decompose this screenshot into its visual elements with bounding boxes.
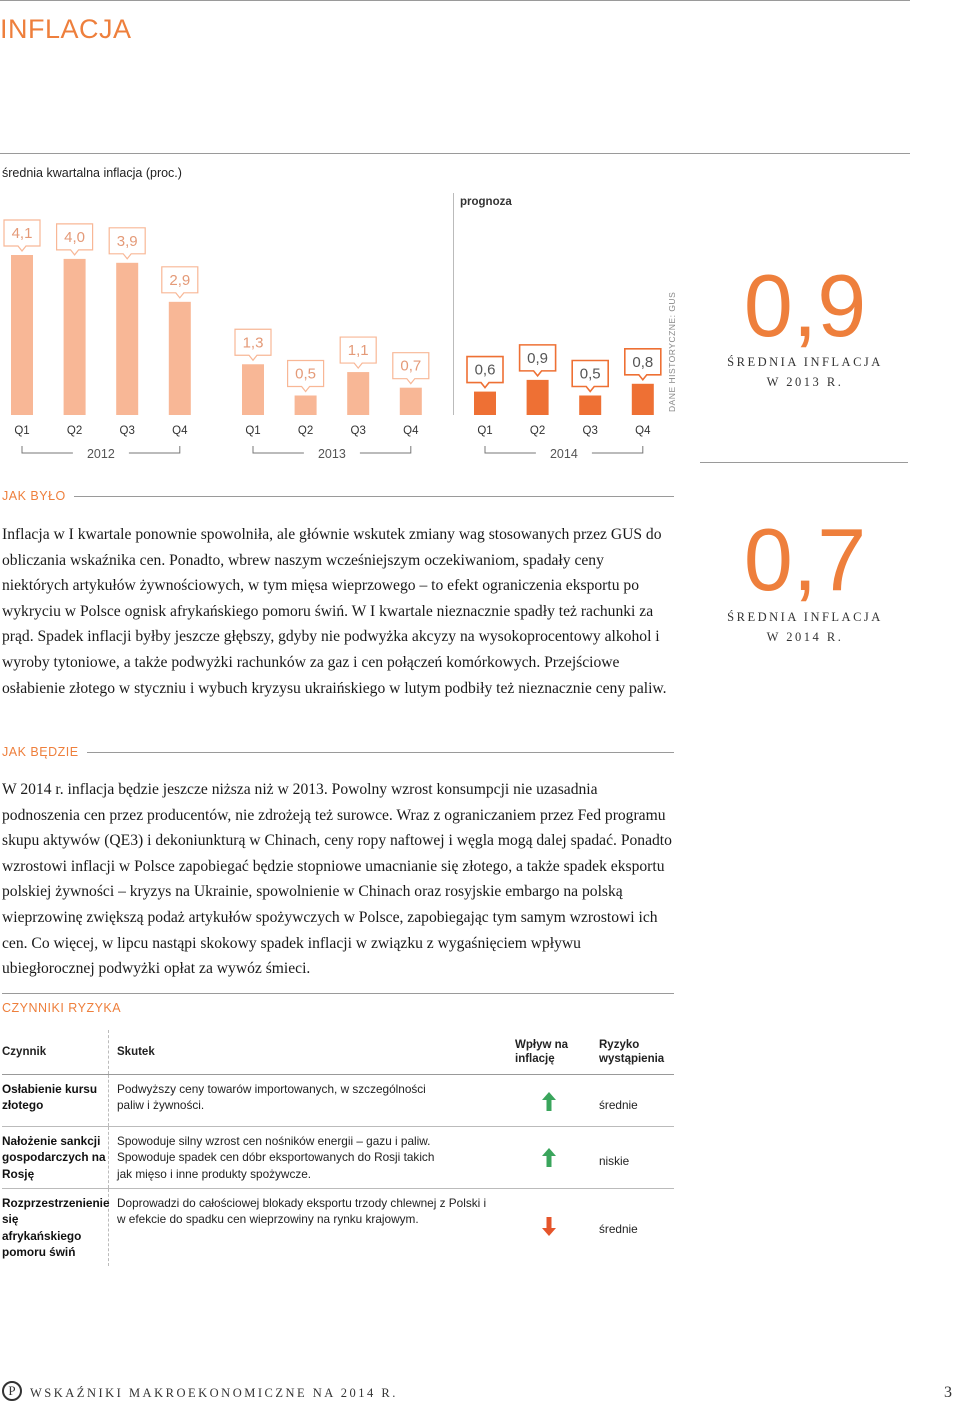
bar bbox=[295, 395, 317, 415]
czynniki-heading: CZYNNIKI RYZYKA bbox=[2, 1001, 129, 1015]
source-label: DANE HISTORYCZNE: GUS bbox=[667, 291, 677, 412]
data-label: 0,9 bbox=[527, 349, 549, 367]
highlight-2013-caption-line2: W 2013 R. bbox=[766, 375, 844, 389]
bar bbox=[169, 302, 191, 415]
highlight-2013-caption bbox=[700, 352, 910, 392]
row-impact bbox=[515, 1126, 599, 1188]
highlight-2014-caption-line2: W 2014 R. bbox=[766, 630, 844, 644]
row-factor: Osłabienie kursu złotego bbox=[2, 1074, 109, 1126]
x-tick-label: Q1 bbox=[477, 425, 493, 437]
data-label: 0,5 bbox=[579, 365, 601, 383]
jak-bylo-heading: JAK BYŁO bbox=[2, 489, 74, 503]
row-impact bbox=[515, 1188, 599, 1266]
jak-bedzie-line bbox=[80, 752, 674, 753]
row-effect: Doprowadzi do całościowej blokady eksportu trzody chlewnej z Polski i w efekcie do spadku cen wieprzowiny na rynku krajowym. bbox=[117, 1195, 487, 1226]
data-label: 0,5 bbox=[295, 365, 317, 383]
bar bbox=[242, 364, 264, 415]
x-tick-label: Q3 bbox=[582, 425, 598, 437]
bar bbox=[632, 384, 654, 415]
arrow-up-icon bbox=[541, 1147, 581, 1169]
x-tick-label: Q3 bbox=[350, 425, 366, 437]
table-row bbox=[2, 1188, 674, 1266]
bar bbox=[527, 380, 549, 415]
footer-title: WSKAŹNIKI MAKROEKONOMICZNE NA 2014 R. bbox=[30, 1386, 398, 1400]
jak-bedzie-text: W 2014 r. inflacja będzie jeszcze niższa niż w 2013. Powolny wzrost konsumpcji nie uzasadnia podnoszenia cen przez producentów, nie zdrożeją też surowce. Wraz z ograniczaniem przez Fed programu skupu aktywów (QE3) i dekoniunkturą w Chinach, ceny ropy naftowej i węgla mogą dalej spadać. Ponadto wzrostowi inflacji w Polsce zapobiegać będzie stopniowe umacnianie się złotego, a także spadek eksportu polskiej żywności – kryzys na Ukrainie, spowolnienie w Chinach oraz rosyjskie embargo na polską wieprzowinę zwiększą podaż artykułów spożywczych w Polsce, zapobiegając tym samym wzrostowi ich cen. Co więcej, w lipcu nastąpi skokowy spadek inflacji w związku z wygaśnięciem wpływu ubiegłorocznej podwyżki opłat za wywóz śmieci. bbox=[2, 781, 672, 978]
bar bbox=[474, 392, 496, 415]
header-factor: Czynnik bbox=[2, 1030, 109, 1074]
chart-title: średnia kwartalna inflacja (proc.) bbox=[2, 166, 182, 180]
x-tick-label: Q1 bbox=[245, 425, 261, 437]
row-risk: średnie bbox=[599, 1221, 638, 1236]
data-label: 4,1 bbox=[11, 225, 33, 242]
row-effect: Spowoduje silny wzrost cen nośników energii – gazu i paliw. Spowoduje spadek cen dóbr eksportowanych do Rosji takich jak mięso i inne produkty spożywcze. bbox=[117, 1133, 435, 1181]
x-tick-label: Q4 bbox=[635, 425, 651, 437]
bar bbox=[400, 388, 422, 415]
data-label: 1,3 bbox=[242, 334, 264, 352]
inflation-bar-chart bbox=[0, 190, 700, 470]
x-tick-label: Q4 bbox=[403, 425, 419, 437]
bar bbox=[347, 372, 369, 415]
x-tick-label: Q2 bbox=[297, 425, 314, 437]
table-row bbox=[2, 1126, 674, 1188]
header-effect: Skutek bbox=[117, 1045, 155, 1058]
x-tick-label: Q2 bbox=[529, 425, 546, 437]
page-number: 3 bbox=[944, 1384, 952, 1401]
data-label: 2,9 bbox=[169, 271, 191, 289]
row-risk: niskie bbox=[599, 1153, 630, 1168]
highlight-divider bbox=[700, 462, 908, 463]
year-label: 2013 bbox=[317, 447, 346, 461]
highlight-2014-value: 0,7 bbox=[743, 510, 867, 609]
data-label: 3,9 bbox=[116, 232, 138, 250]
footer-logo: P bbox=[2, 1381, 22, 1401]
row-impact bbox=[515, 1074, 599, 1126]
year-label: 2012 bbox=[86, 447, 115, 461]
jak-bylo-line bbox=[70, 496, 674, 497]
risk-table-header bbox=[2, 1030, 674, 1074]
arrow-down-icon bbox=[541, 1215, 581, 1237]
bar bbox=[116, 263, 138, 415]
czynniki-line bbox=[2, 993, 674, 994]
table-row bbox=[2, 1074, 674, 1126]
highlight-2014-caption bbox=[700, 607, 910, 647]
page-title: INFLACJA bbox=[0, 14, 132, 44]
data-label: 1,1 bbox=[347, 342, 369, 360]
year-label: 2014 bbox=[549, 447, 578, 461]
row-factor: Nałożenie sankcji gospodarczych na Rosję bbox=[2, 1126, 109, 1188]
header-risk: Ryzyko wystąpienia bbox=[599, 1038, 665, 1065]
row-factor: Rozprzestrzenienie się afrykańskiego pomoru świń bbox=[2, 1188, 109, 1266]
risk-table bbox=[2, 1030, 674, 1266]
x-tick-label: Q2 bbox=[66, 425, 83, 437]
header-impact: Wpływ na inflację bbox=[515, 1038, 569, 1065]
jak-bylo-text: Inflacja w I kwartale ponownie spowolniła, ale głównie wskutek zmiany wag stosowanych przez GUS do obliczania wskaźnika cen. Ponadto, wbrew naszym wcześniejszym oczekiwaniom, spadały ceny niektórych artykułów żywnościowych, w tym mięsa wieprzowego – to efekt ograniczenia eksportu po wykryciu w Polsce ognisk afrykańskiego pomoru świń. W I kwartale nieznacznie spadły też rachunki za prąd. Spadek inflacji byłby jeszcze głębszy, gdyby nie podwyżka akcyzy na wysokoprocentowy alkohol i wyroby tytoniowe, a także podwyżki rachunków za gaz i cen połączeń komórkowych. Przejściowe osłabienie złotego w styczniu i wybuch kryzysu ukraińskiego w lutym podbiły też nieznacznie ceny paliw. bbox=[2, 526, 667, 697]
bar bbox=[11, 255, 33, 415]
chart-top-divider bbox=[0, 153, 910, 154]
row-effect: Podwyższy ceny towarów importowanych, w szczególności paliw i żywności. bbox=[117, 1081, 426, 1112]
data-label: 0,7 bbox=[400, 357, 422, 375]
data-label: 0,6 bbox=[474, 361, 496, 379]
jak-bedzie-heading: JAK BĘDZIE bbox=[2, 745, 87, 759]
highlight-2013-caption-line1: ŚREDNIA INFLACJA bbox=[727, 355, 883, 369]
data-label: 4,0 bbox=[64, 228, 86, 246]
row-risk: średnie bbox=[599, 1097, 638, 1112]
arrow-up-icon bbox=[541, 1091, 581, 1113]
bar bbox=[579, 395, 601, 415]
x-tick-label: Q4 bbox=[172, 425, 188, 437]
x-tick-label: Q1 bbox=[14, 425, 30, 437]
highlight-2013-value: 0,9 bbox=[743, 256, 867, 355]
forecast-label: prognoza bbox=[460, 196, 512, 208]
highlight-2014-caption-line1: ŚREDNIA INFLACJA bbox=[727, 610, 883, 624]
x-tick-label: Q3 bbox=[119, 425, 135, 437]
header-divider bbox=[0, 0, 910, 1]
bar bbox=[64, 259, 86, 415]
data-label: 0,8 bbox=[632, 353, 654, 371]
